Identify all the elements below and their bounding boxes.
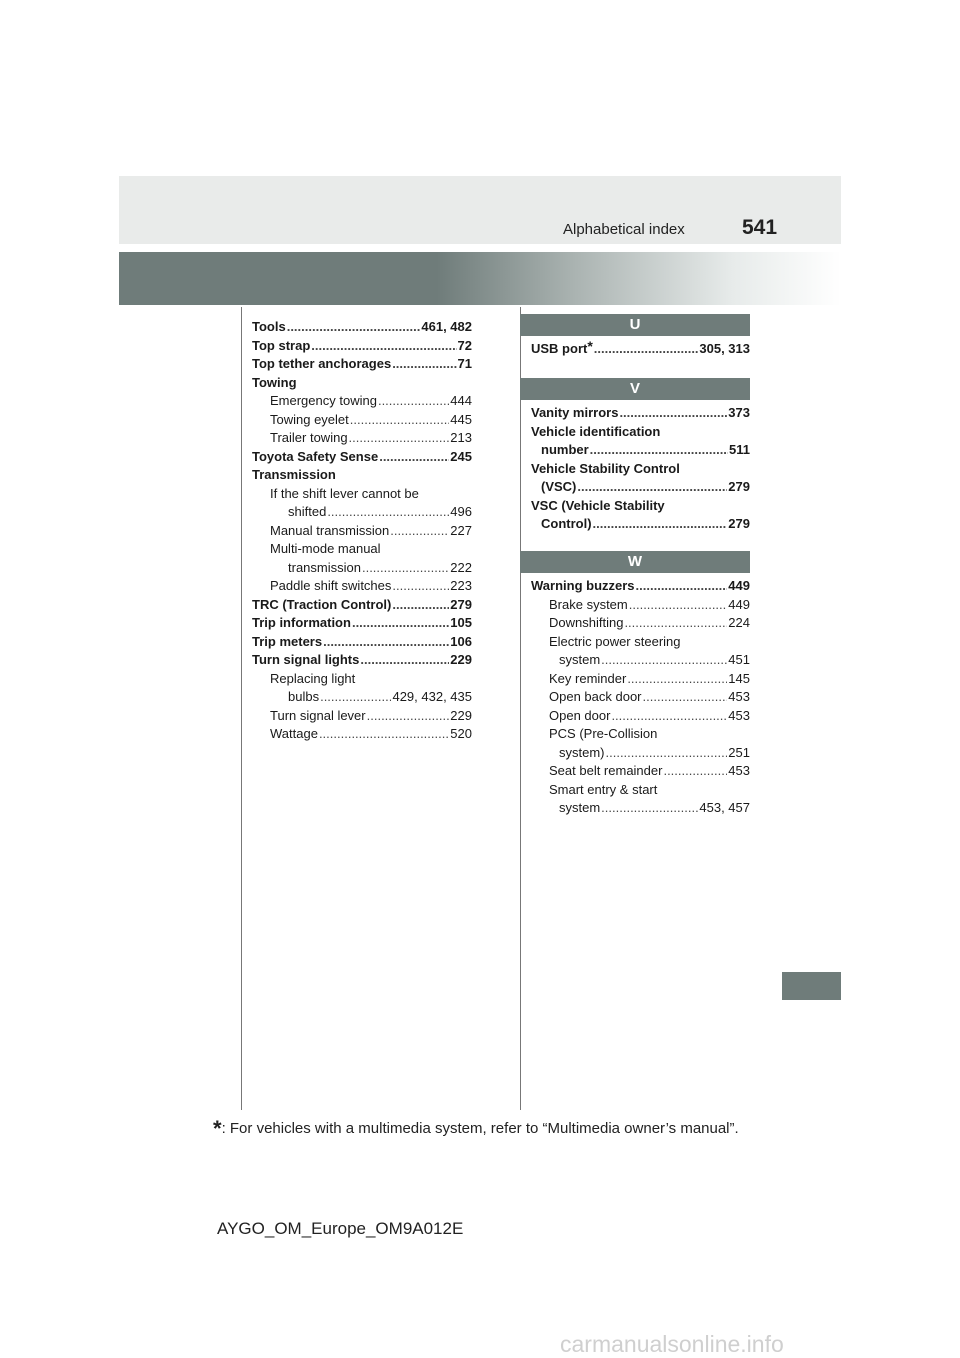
index-entry-label: Trip meters [252, 633, 323, 649]
watermark: carmanualsonline.info [560, 1331, 784, 1357]
index-entry [252, 596, 472, 615]
footnote [213, 1113, 739, 1139]
dot-leader [287, 318, 421, 337]
index-entry-label: Vehicle identification [531, 423, 661, 439]
index-entry-page: 429, 432, 435 [392, 689, 472, 704]
index-entry [531, 688, 750, 707]
index-entry-label: Tools [252, 319, 286, 334]
index-entry-page: 71 [457, 356, 472, 371]
index-entry-label: Control) [541, 516, 592, 531]
index-entry-page: 449 [728, 596, 750, 612]
index-entry-page: 72 [457, 337, 472, 353]
dot-leader [349, 429, 450, 448]
index-entry-page: 511 [729, 442, 750, 457]
dot-leader [619, 404, 727, 423]
index-entry-label: Toyota Safety Sense [252, 448, 379, 464]
index-entry-label: Top strap [252, 337, 311, 353]
index-entry [531, 497, 750, 516]
dot-leader [606, 744, 728, 763]
index-entry [531, 596, 750, 615]
index-entry [252, 522, 472, 541]
dot-leader [611, 707, 727, 726]
index-entry [252, 429, 472, 448]
index-entry-label: Vanity mirrors [531, 405, 619, 420]
page-number: 541 [742, 216, 778, 239]
index-entry-label: Smart entry & start [549, 781, 658, 797]
footnote-marker: * [213, 1116, 222, 1141]
index-entry-page: 279 [728, 516, 750, 531]
index-entry [531, 725, 750, 744]
index-entry-page: 224 [728, 615, 750, 630]
index-entry-page: 106 [450, 633, 472, 649]
index-entry [531, 577, 750, 596]
index-entry [531, 633, 750, 652]
index-entry-page: 145 [728, 670, 750, 686]
index-entry-label: Warning buzzers [531, 578, 635, 593]
index-entry [252, 337, 472, 356]
index-entry-label: PCS (Pre-Collision [549, 726, 658, 741]
dot-leader [601, 799, 698, 818]
dot-leader [378, 392, 449, 411]
dot-leader [350, 411, 450, 430]
index-entry [252, 725, 472, 744]
index-entry [252, 651, 472, 670]
index-entry [252, 670, 472, 689]
index-entry-label: TRC (Traction Control) [252, 596, 392, 612]
index-entry-label: Trailer towing [270, 430, 348, 445]
dot-leader [593, 515, 728, 534]
column-divider-left [241, 307, 242, 1110]
index-section-v [531, 404, 750, 534]
footnote-text: : For vehicles with a multimedia system, refer to “Multimedia owner’s manual”. [221, 1120, 739, 1137]
index-entry-label: Top tether anchorages [252, 356, 392, 371]
section-header-v: V [520, 378, 750, 400]
index-entry: USB port * ..... 305, 313 [531, 340, 750, 359]
index-entry-page: 279 [728, 479, 750, 494]
dot-leader [323, 633, 449, 652]
index-entry-label: Manual transmission [270, 522, 390, 538]
index-entry-page: 444 [450, 393, 472, 408]
index-entry-page: 453 [728, 763, 750, 778]
index-entry-page: 373 [728, 405, 750, 420]
index-entry-page: 222 [450, 559, 472, 575]
page-title: Alphabetical index [563, 221, 685, 238]
section-header-w: W [520, 551, 750, 573]
index-entry-label: USB port [531, 341, 588, 356]
index-entry-page: 453, 457 [699, 800, 750, 815]
dot-leader [379, 448, 449, 467]
index-entry [531, 651, 750, 670]
index-entry [252, 540, 472, 559]
index-entry [252, 485, 472, 504]
index-entry-page: 453 [728, 707, 750, 723]
index-entry-label: shifted [288, 504, 327, 519]
index-entry-label: Downshifting [549, 615, 624, 630]
index-entry-page: 213 [450, 430, 472, 445]
index-entry [531, 423, 750, 442]
index-entry-label: Transmission [252, 467, 336, 482]
dot-leader [320, 688, 391, 707]
index-entry [252, 466, 472, 485]
index-entry-label: system [559, 652, 601, 667]
index-entry-page: 496 [450, 504, 472, 519]
index-entry-page: 445 [450, 411, 472, 427]
index-entry-page: 245 [450, 448, 472, 464]
index-entry [252, 559, 472, 578]
index-entry-label: Key reminder [549, 670, 627, 686]
index-section-u [531, 340, 750, 359]
index-entry-label: Seat belt remainder [549, 763, 663, 778]
index-entry [252, 633, 472, 652]
dot-leader [360, 651, 449, 670]
dot-leader [311, 337, 456, 356]
index-entry [252, 614, 472, 633]
index-entry [252, 374, 472, 393]
index-entry-page: 279 [450, 596, 472, 612]
dot-leader [392, 596, 449, 615]
index-entry [252, 392, 472, 411]
index-entry [531, 762, 750, 781]
index-entry [252, 707, 472, 726]
index-entry [531, 404, 750, 423]
index-entry-page: 229 [450, 707, 472, 723]
index-entry-label: Turn signal lever [270, 707, 366, 723]
index-entry-page: 223 [450, 578, 472, 593]
index-entry [531, 744, 750, 763]
index-entry-label: Open door [549, 707, 611, 723]
index-entry-page: 305, 313 [699, 341, 750, 356]
section-header-u: U [520, 314, 750, 336]
index-entry-page: 229 [450, 652, 472, 667]
index-entry [531, 670, 750, 689]
index-entry [531, 478, 750, 497]
dot-leader [627, 670, 727, 689]
dot-leader [392, 577, 449, 596]
index-entry [252, 318, 472, 337]
index-entry-label: Wattage [270, 726, 318, 741]
dot-leader [367, 707, 450, 726]
index-entry [531, 707, 750, 726]
dot-leader [327, 503, 449, 522]
dot-leader [319, 725, 449, 744]
index-entry-label: Multi-mode manual [270, 541, 381, 556]
dot-leader [362, 559, 449, 578]
index-entry-page: 461, 482 [421, 319, 472, 334]
header-band [119, 252, 841, 305]
dot-leader [392, 355, 456, 374]
index-entry-page: 227 [450, 522, 472, 538]
dot-leader [594, 340, 699, 359]
document-code: AYGO_OM_Europe_OM9A012E [217, 1219, 464, 1238]
index-entry [252, 411, 472, 430]
index-entry-label: Emergency towing [270, 393, 377, 408]
index-entry-page: 520 [450, 726, 472, 741]
index-entry-label: Replacing light [270, 670, 356, 686]
index-entry-page: 251 [728, 744, 750, 760]
dot-leader [624, 614, 727, 633]
index-entry [252, 503, 472, 522]
index-entry [531, 799, 750, 818]
index-entry [252, 688, 472, 707]
index-entry-page: 449 [728, 578, 750, 593]
index-entry-label: Brake system [549, 596, 628, 612]
index-entry-label: system) [559, 744, 605, 760]
index-entry-label: transmission [288, 559, 361, 575]
index-entry-page: 453 [728, 689, 750, 704]
index-entry-label: Paddle shift switches [270, 578, 392, 593]
dot-leader [352, 614, 449, 633]
index-entry-label: Electric power steering [549, 633, 681, 649]
index-entry [531, 460, 750, 479]
index-entry-label: Towing [252, 374, 297, 390]
index-entry-page: 105 [450, 615, 472, 630]
index-entry-label: bulbs [288, 689, 320, 704]
dot-leader [629, 596, 728, 615]
index-entry-label: Open back door [549, 689, 642, 704]
index-entry [531, 515, 750, 534]
dot-leader [577, 478, 727, 497]
dot-leader [663, 762, 727, 781]
chapter-tab [782, 972, 841, 1000]
index-entry [531, 441, 750, 460]
dot-leader [390, 522, 449, 541]
column-divider-middle [520, 307, 521, 1110]
index-entry-label: system [559, 800, 601, 815]
index-entry-label: VSC (Vehicle Stability [531, 497, 665, 513]
index-column-left [252, 318, 472, 744]
dot-leader [590, 441, 728, 460]
index-section-w [531, 577, 750, 818]
index-entry-label: number [541, 442, 589, 457]
index-entry-label: Turn signal lights [252, 652, 360, 667]
index-entry [252, 577, 472, 596]
index-entry-label: If the shift lever cannot be [270, 485, 419, 501]
dot-leader [643, 688, 728, 707]
index-entry-page: 451 [728, 652, 750, 667]
index-entry-label: Towing eyelet [270, 411, 349, 427]
index-entry [252, 355, 472, 374]
dot-leader [636, 577, 728, 596]
index-entry-label: Vehicle Stability Control [531, 460, 680, 476]
index-entry [531, 614, 750, 633]
dot-leader [601, 651, 727, 670]
header-bar [119, 176, 841, 244]
index-entry-label: (VSC) [541, 479, 577, 494]
index-entry-label: Trip information [252, 615, 351, 630]
index-entry [531, 781, 750, 800]
index-entry [252, 448, 472, 467]
